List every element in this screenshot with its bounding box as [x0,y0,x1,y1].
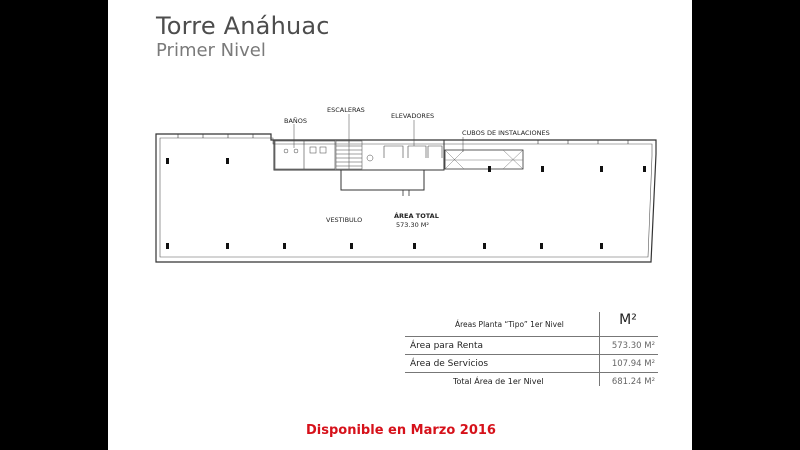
bathroom-block [275,141,335,169]
installation-shafts [445,150,523,169]
table-row-value: 573.30 M² [611,341,655,351]
core-lobby-block [341,170,424,190]
label-cubos-instalaciones: CUBOS DE INSTALACIONES [462,129,550,137]
columns [166,158,646,249]
table-header-unit: M² [619,312,637,328]
table-total-row [405,373,658,390]
availability-notice: Disponible en Marzo 2016 [306,423,496,438]
table-total-label: Total Área de 1er Nivel [453,377,544,386]
stairs [336,141,362,169]
table-total-value: 681.24 M² [611,377,655,387]
table-row [405,337,658,355]
page-title: Torre Anáhuac [156,12,330,40]
table-header-label: Áreas Planta “Tipo” 1er Nivel [455,320,564,329]
table-row-label: Área de Servicios [410,359,489,369]
label-banos: BAÑOS [284,117,308,125]
label-area-total: ÁREA TOTAL [394,212,439,220]
window-marks [178,134,628,144]
areas-table [405,312,658,390]
slide [108,0,692,450]
page-subtitle: Primer Nivel [156,40,266,61]
service-core [274,140,444,170]
floor-plan-outline [156,134,656,262]
elevators [384,146,442,158]
table-header-row [405,312,658,337]
label-vestibulo: VESTIBULO [326,216,363,224]
table-row-label: Área para Renta [410,341,484,351]
label-escaleras: ESCALERAS [327,106,365,114]
label-elevadores: ELEVADORES [391,112,435,120]
label-area-total-value: 573.30 M² [396,221,430,229]
table-row [405,355,658,373]
table-row-value: 107.94 M² [611,359,655,369]
floor-plan-inner-outline [160,138,652,257]
